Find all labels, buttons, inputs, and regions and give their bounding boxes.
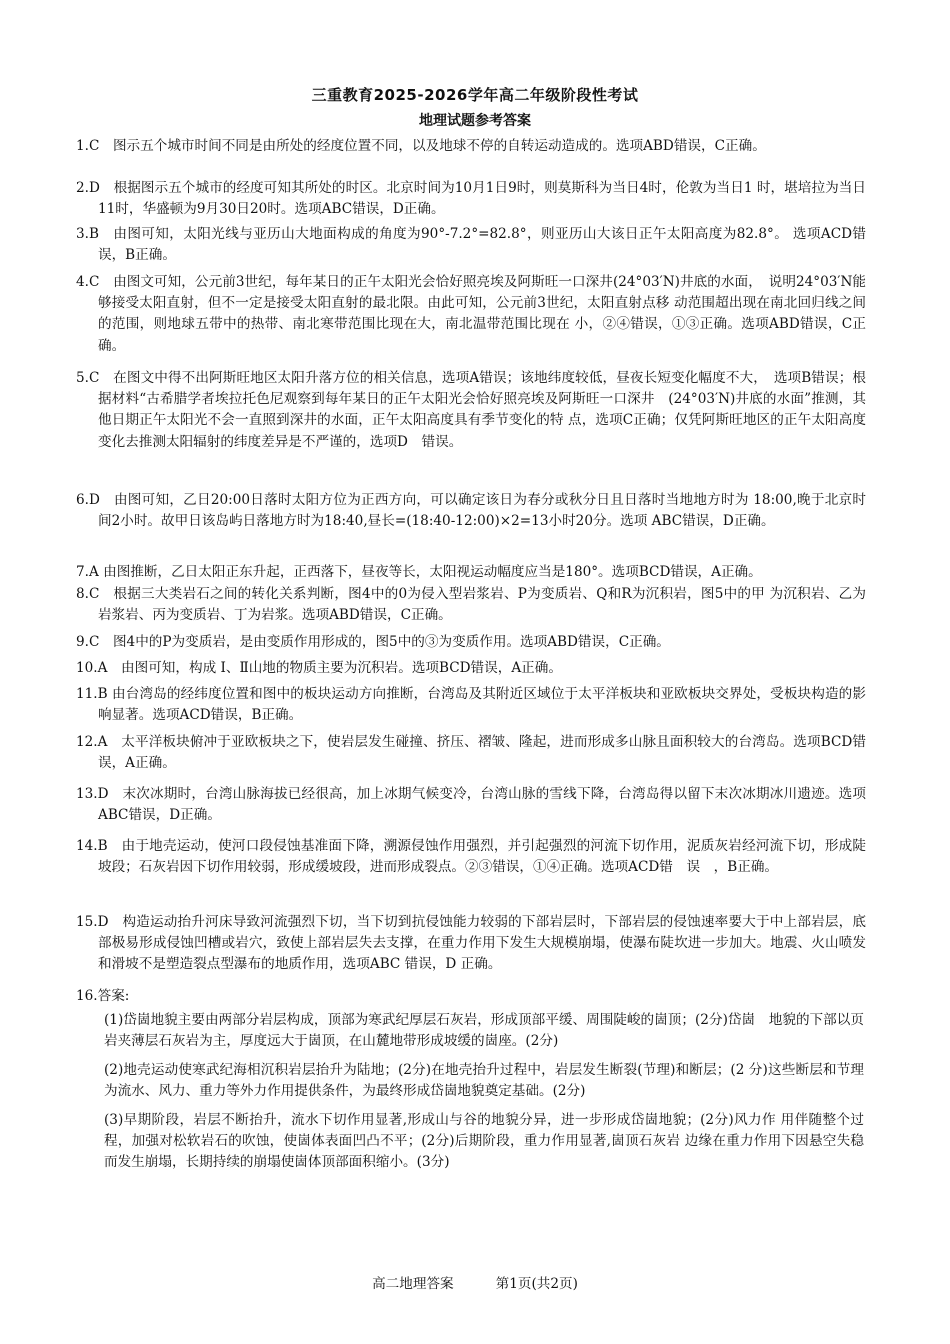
answer-item-2: 2.D 根据图示五个城市的经度可知其所处的时区。北京时间为10月1日9时，则莫斯科为当日4时，伦敦为当日1 时，堪培拉为当日11时，华盛顿为9月30日20时。选项ABC错误，D正确。 [76, 180, 866, 218]
answer-item-7: 7.A 由图推断，乙日太阳正东升起，正西落下，昼夜等长，太阳视运动幅度应当是180°。选项BCD错误，A正确。 [76, 564, 762, 580]
page-title: 三重教育2025-2026学年高二年级阶段性考试 [311, 86, 639, 104]
answer-item-11: 11.B 由台湾岛的经纬度位置和图中的板块运动方向推断，台湾岛及其附近区域位于太平洋板块和亚欧板块交界处，受板块构造的影响显著。选项ACD错误，B正确。 [76, 686, 866, 724]
answer-item-1: 1.C 图示五个城市时间不同是由所处的经度位置不同，以及地球不停的自转运动造成的。选项ABD错误，C正确。 [76, 138, 766, 154]
q16-part-3: (3)早期阶段，岩层不断抬升，流水下切作用显著,形成山与谷的地貌分异，进一步形成岱崮地貌；(2分)风力作 用伴随整个过程，加强对松软岩石的吹蚀，使崮体表面凹凸不平；(2分)后期阶段，重力作用显著,崮顶石灰岩 边缘在重力作用下因悬空失稳而发生崩塌，长期持续的崩塌使崮体顶部面积缩小。(3分) [104, 1112, 864, 1171]
answer-item-14: 14.B 由于地壳运动，使河口段侵蚀基准面下降，溯源侵蚀作用强烈，并引起强烈的河流下切作用，泥质灰岩经河流下切，形成陡坡段；石灰岩因下切作用较弱，形成缓坡段，进而形成裂点。②③错误，①④正确。选项ACD错 误 ，B正确。 [76, 838, 866, 876]
answer-item-3: 3.B 由图可知，太阳光线与亚历山大地面构成的角度为90°-7.2°=82.8°，则亚历山大该日正午太阳高度为82.8°。 选项ACD错误，B正确。 [76, 226, 866, 264]
footer-page-number: 第1页(共2页) [495, 1276, 578, 1292]
answer-item-8: 8.C 根据三大类岩石之间的转化关系判断，图4中的0为侵入型岩浆岩、P为变质岩、Q和R为沉积岩，图5中的甲 为沉积岩、乙为岩浆岩、丙为变质岩、丁为岩浆。选项ABD错误，C正确。 [76, 586, 866, 624]
page-footer [0, 1272, 950, 1292]
q16-part-1: (1)岱崮地貌主要由两部分岩层构成，顶部为寒武纪厚层石灰岩，形成顶部平缓、周围陡峻的崮顶；(2分)岱崮 地貌的下部以页岩夹薄层石灰岩为主，厚度远大于崮顶，在山麓地带形成坡缓的崮座。(2分) [104, 1012, 864, 1050]
answer-item-5: 5.C 在图文中得不出阿斯旺地区太阳升落方位的相关信息，选项A错误；该地纬度较低，昼夜长短变化幅度不大， 选项B错误；根据材料“古希腊学者埃拉托色尼观察到每年某日的正午太阳光会恰好照亮埃及阿斯旺一口深井 (24°03′N)井底的水面”推测，其他日期正午太阳光不会一直照到深井的水面，正午太阳高度具有季节变化的特 点，选项C正确；仅凭阿斯旺地区的正午太阳高度变化去推测太阳辐射的纬度差异是不严谨的，选项D 错误。 [76, 370, 866, 450]
answer-item-15: 15.D 构造运动抬升河床导致河流强烈下切，当下切到抗侵蚀能力较弱的下部岩层时，下部岩层的侵蚀速率要大于中上部岩层，底部极易形成侵蚀凹槽或岩穴，致使上部岩层失去支撑，在重力作用下发生大规模崩塌，使瀑布陡坎进一步加大。地震、火山喷发和滑坡不是塑造裂点型瀑布的地质作用，选项ABC 错误，D 正确。 [76, 914, 866, 973]
answer-item-16: 16.答案: [76, 988, 130, 1004]
answer-item-4: 4.C 由图文可知，公元前3世纪，每年某日的正午太阳光会恰好照亮埃及阿斯旺一口深井(24°03′N)井底的水面， 说明24°03′N能够接受太阳直射，但不一定是接受太阳直射的最北限。由此可知，公元前3世纪，太阳直射点移 动范围超出现在南北回归线之间的范围，则地球五带中的热带、南北寒带范围比现在大，南北温带范围比现在 小，②④错误，①③正确。选项ABD错误，C正确。 [76, 274, 866, 354]
answer-item-13: 13.D 末次冰期时，台湾山脉海拔已经很高，加上冰期气候变冷，台湾山脉的雪线下降，台湾岛得以留下末次冰期冰川遗迹。选项ABC错误，D正确。 [76, 786, 866, 824]
q16-part-2: (2)地壳运动使寒武纪海相沉积岩层抬升为陆地；(2分)在地壳抬升过程中，岩层发生断裂(节理)和断层；(2 分)这些断层和节理为流水、风力、重力等外力作用提供条件，为最终形成岱崮地貌奠定基础。(2分) [104, 1062, 864, 1100]
footer-subject: 高二地理答案 [372, 1276, 454, 1292]
page-subtitle: 地理试题参考答案 [419, 113, 531, 129]
answer-item-12: 12.A 太平洋板块俯冲于亚欧板块之下，使岩层发生碰撞、挤压、褶皱、隆起，进而形成多山脉且面积较大的台湾岛。选项BCD错误，A正确。 [76, 734, 866, 772]
answer-item-9: 9.C 图4中的P为变质岩，是由变质作用形成的，图5中的③为变质作用。选项ABD错误，C正确。 [76, 634, 670, 650]
answer-item-6: 6.D 由图可知，乙日20:00日落时太阳方位为正西方向，可以确定该日为春分或秋分日且日落时当地地方时为 18:00,晚于北京时间2小时。故甲日该岛屿日落地方时为18:40,昼长=(18:40-12:00)×2=13小时20分。选项 ABC错误，D正确。 [76, 492, 866, 530]
answer-item-10: 10.A 由图可知，构成 Ⅰ、Ⅱ山地的物质主要为沉积岩。选项BCD错误，A正确。 [76, 660, 562, 676]
